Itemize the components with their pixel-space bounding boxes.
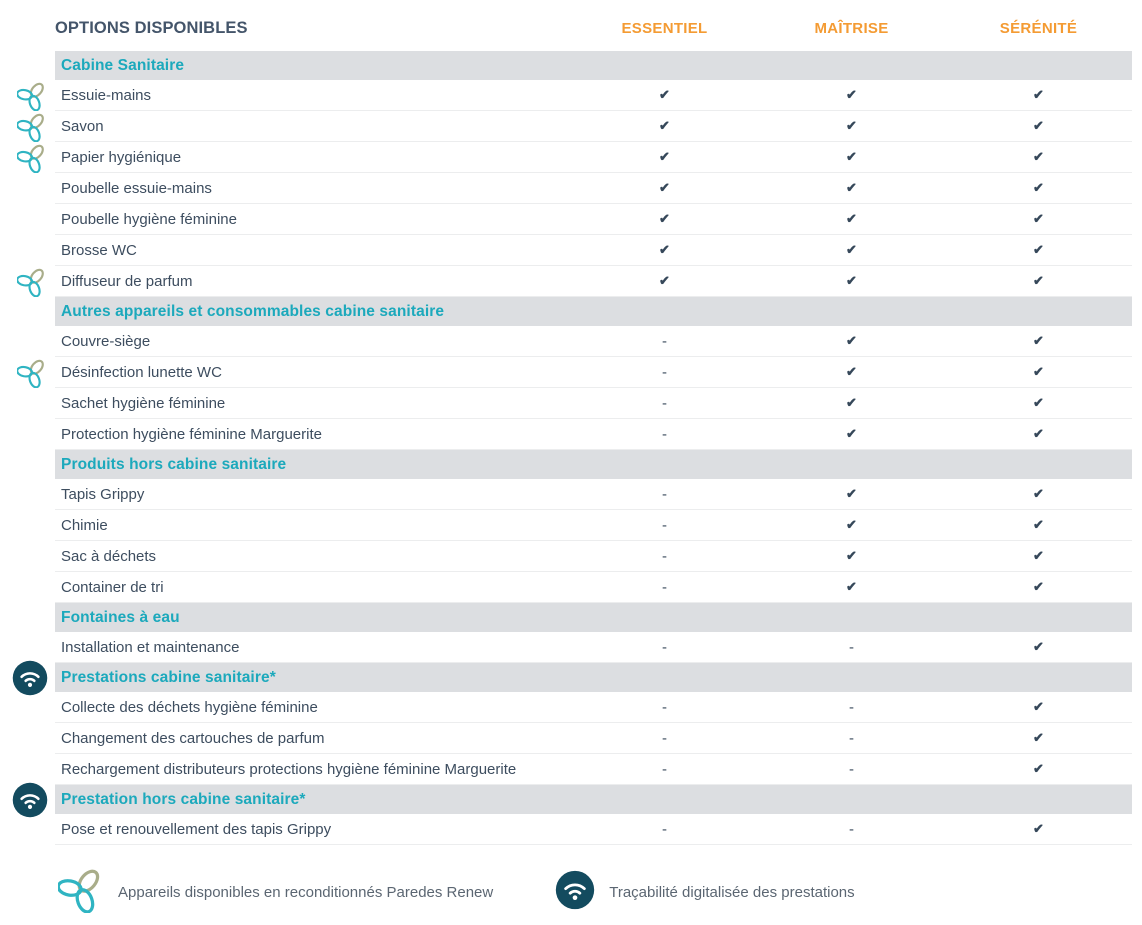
option-label: Poubelle hygiène féminine	[61, 210, 237, 228]
row-icon-gutter	[0, 632, 55, 663]
option-value-cell: ✔	[1033, 821, 1044, 836]
column-header-maitrise: MAÎTRISE	[814, 19, 889, 37]
option-value-cell: -	[662, 516, 667, 534]
row-icon-gutter	[0, 357, 55, 388]
option-value-cell: ✔	[846, 118, 857, 133]
option-value-cell: ✔	[846, 395, 857, 410]
table-row	[0, 572, 1132, 603]
renew-icon	[17, 143, 47, 173]
option-value-cell: ✔	[1033, 548, 1044, 563]
section-header	[0, 663, 1132, 692]
section-title: Autres appareils et consommables cabine sanitaire	[61, 302, 445, 320]
option-value-cell: -	[849, 760, 854, 778]
table-row	[0, 692, 1132, 723]
option-value-cell: -	[662, 485, 667, 503]
table-row	[0, 235, 1132, 266]
option-value-cell: ✔	[1033, 395, 1044, 410]
option-value-cell: -	[662, 578, 667, 596]
option-value-cell: ✔	[1033, 242, 1044, 257]
table-row	[0, 632, 1132, 663]
option-value-cell: ✔	[659, 273, 670, 288]
table-row	[0, 419, 1132, 450]
row-icon-gutter	[0, 814, 55, 845]
option-value-cell: ✔	[1033, 149, 1044, 164]
option-value-cell: ✔	[659, 211, 670, 226]
renew-icon	[17, 81, 47, 111]
section-title: Fontaines à eau	[61, 608, 180, 626]
row-icon-gutter	[0, 510, 55, 541]
section-band	[55, 663, 1132, 692]
option-value-cell: -	[662, 425, 667, 443]
renew-icon	[17, 267, 47, 297]
option-label: Essuie-mains	[61, 86, 152, 104]
column-header-serenite: SÉRÉNITÉ	[999, 19, 1078, 37]
option-label: Papier hygiénique	[61, 148, 182, 166]
option-value-cell: -	[662, 638, 667, 656]
table-header-row	[0, 12, 1132, 44]
row-icon-gutter	[0, 754, 55, 785]
option-value-cell: ✔	[1033, 639, 1044, 654]
row-icon-gutter	[0, 541, 55, 572]
section-band	[55, 51, 1132, 80]
section-header	[0, 603, 1132, 632]
row-icon-gutter	[0, 388, 55, 419]
option-value-cell: ✔	[1033, 761, 1044, 776]
option-value-cell: ✔	[659, 180, 670, 195]
option-value-cell: ✔	[1033, 426, 1044, 441]
option-value-cell: ✔	[1033, 333, 1044, 348]
section-title: Prestation hors cabine sanitaire*	[61, 790, 306, 808]
option-label: Couvre-siège	[61, 332, 151, 350]
option-value-cell: ✔	[846, 579, 857, 594]
table-row	[0, 814, 1132, 845]
option-value-cell: ✔	[659, 149, 670, 164]
row-icon-gutter	[0, 111, 55, 142]
row-icon-gutter	[0, 419, 55, 450]
row-icon-gutter	[0, 173, 55, 204]
section-band	[55, 603, 1132, 632]
option-value-cell: ✔	[1033, 87, 1044, 102]
table-row	[0, 754, 1132, 785]
option-value-cell: -	[662, 760, 667, 778]
option-value-cell: ✔	[846, 273, 857, 288]
option-label: Brosse WC	[61, 241, 137, 259]
option-value-cell: ✔	[846, 486, 857, 501]
option-value-cell: -	[662, 547, 667, 565]
option-label: Tapis Grippy	[61, 485, 145, 503]
section-header	[0, 297, 1132, 326]
section-header	[0, 51, 1132, 80]
option-label: Collecte des déchets hygiène féminine	[61, 698, 318, 716]
option-value-cell: ✔	[846, 548, 857, 563]
option-value-cell: ✔	[659, 87, 670, 102]
legend-item-wifi	[555, 870, 854, 915]
row-icon-gutter	[0, 479, 55, 510]
option-value-cell: -	[662, 729, 667, 747]
section-band	[55, 297, 1132, 326]
option-label: Container de tri	[61, 578, 164, 596]
option-value-cell: -	[849, 638, 854, 656]
option-value-cell: ✔	[846, 149, 857, 164]
row-icon-gutter	[0, 80, 55, 111]
option-value-cell: -	[662, 332, 667, 350]
table-row	[0, 326, 1132, 357]
table-row	[0, 357, 1132, 388]
section-header	[0, 450, 1132, 479]
section-band	[55, 450, 1132, 479]
option-value-cell: ✔	[846, 333, 857, 348]
row-icon-gutter	[0, 142, 55, 173]
option-value-cell: -	[662, 820, 667, 838]
section-title: Produits hors cabine sanitaire	[61, 455, 287, 473]
table-row	[0, 173, 1132, 204]
option-value-cell: -	[849, 698, 854, 716]
section-band	[55, 785, 1132, 814]
option-value-cell: ✔	[1033, 579, 1044, 594]
table-row	[0, 510, 1132, 541]
table-row	[0, 479, 1132, 510]
table-row	[0, 204, 1132, 235]
option-label: Sac à déchets	[61, 547, 157, 565]
option-value-cell: ✔	[1033, 517, 1044, 532]
option-label: Protection hygiène féminine Marguerite	[61, 425, 322, 443]
option-value-cell: ✔	[1033, 699, 1044, 714]
option-value-cell: -	[662, 394, 667, 412]
option-value-cell: ✔	[1033, 118, 1044, 133]
renew-icon	[58, 867, 104, 913]
option-value-cell: -	[662, 698, 667, 716]
option-value-cell: ✔	[1033, 730, 1044, 745]
row-icon-gutter	[0, 235, 55, 266]
wifi-icon	[12, 782, 48, 818]
renew-icon	[17, 358, 47, 388]
table-row	[0, 142, 1132, 173]
option-value-cell: ✔	[1033, 486, 1044, 501]
legend-renew-text: Appareils disponibles en reconditionnés Paredes Renew	[118, 884, 494, 901]
option-label: Diffuseur de parfum	[61, 272, 193, 290]
option-value-cell: ✔	[1033, 273, 1044, 288]
option-label: Savon	[61, 117, 104, 135]
option-label: Désinfection lunette WC	[61, 363, 222, 381]
renew-icon	[17, 112, 47, 142]
option-label: Sachet hygiène féminine	[61, 394, 226, 412]
wifi-icon	[12, 660, 48, 696]
row-icon-gutter	[0, 266, 55, 297]
option-value-cell: ✔	[659, 242, 670, 257]
option-value-cell: ✔	[846, 426, 857, 441]
option-label: Installation et maintenance	[61, 638, 240, 656]
option-value-cell: ✔	[659, 118, 670, 133]
table-row	[0, 266, 1132, 297]
table-row	[0, 723, 1132, 754]
row-icon-gutter	[0, 692, 55, 723]
table-row	[0, 111, 1132, 142]
option-value-cell: ✔	[1033, 180, 1044, 195]
option-value-cell: ✔	[846, 87, 857, 102]
option-value-cell: ✔	[1033, 364, 1044, 379]
option-value-cell: -	[849, 729, 854, 747]
column-header-essentiel: ESSENTIEL	[621, 19, 708, 37]
section-title: Prestations cabine sanitaire*	[61, 668, 276, 686]
wifi-icon	[555, 870, 595, 910]
option-value-cell: ✔	[846, 242, 857, 257]
row-icon-gutter	[0, 204, 55, 235]
option-value-cell: ✔	[846, 517, 857, 532]
row-icon-gutter	[0, 326, 55, 357]
legend-wifi-text: Traçabilité digitalisée des prestations	[609, 884, 855, 901]
option-value-cell: ✔	[846, 211, 857, 226]
row-icon-gutter	[0, 723, 55, 754]
section-header	[0, 785, 1132, 814]
table-body	[0, 51, 1132, 845]
section-title: Cabine Sanitaire	[61, 56, 185, 74]
option-value-cell: ✔	[846, 364, 857, 379]
legend	[58, 867, 1142, 918]
option-value-cell: ✔	[1033, 211, 1044, 226]
table-row	[0, 388, 1132, 419]
table-row	[0, 541, 1132, 572]
option-label: Chimie	[61, 516, 108, 534]
option-value-cell: -	[662, 363, 667, 381]
table-row	[0, 80, 1132, 111]
options-column-header: OPTIONS DISPONIBLES	[55, 18, 248, 37]
option-value-cell: ✔	[846, 180, 857, 195]
legend-item-renew	[58, 867, 493, 918]
option-label: Changement des cartouches de parfum	[61, 729, 325, 747]
row-icon-gutter	[0, 572, 55, 603]
option-label: Pose et renouvellement des tapis Grippy	[61, 820, 332, 838]
option-label: Poubelle essuie-mains	[61, 179, 212, 197]
option-value-cell: -	[849, 820, 854, 838]
option-label: Rechargement distributeurs protections hygiène féminine Marguerite	[61, 760, 517, 778]
